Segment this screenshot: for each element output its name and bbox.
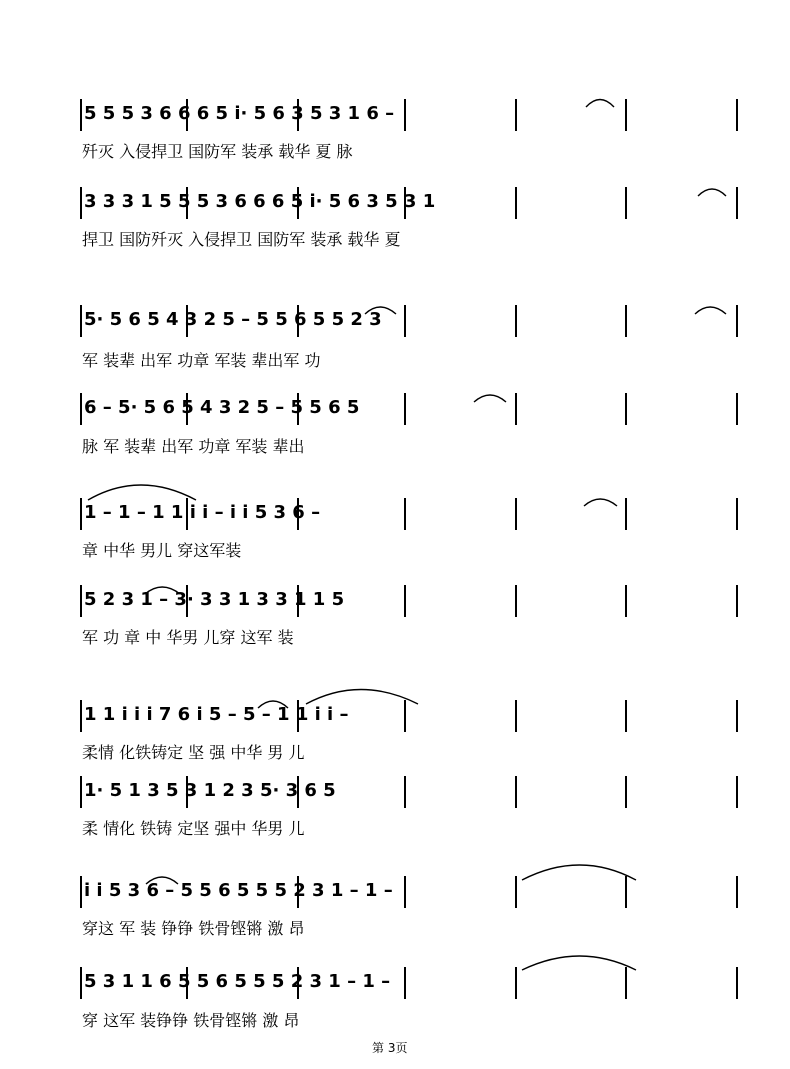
notation-line: 5 3 1 1 6 5 5 6 5 5 5 2 3 1 – 1 – <box>84 971 391 992</box>
lyric-line: 捍卫 国防歼灭 入侵捍卫 国防军 装承 载华 夏 <box>82 230 401 249</box>
lyric-line: 穿这 军 装 铮铮 铁骨铿锵 激 昂 <box>82 919 305 938</box>
lyric-line: 穿 这军 装铮铮 铁骨铿锵 激 昂 <box>82 1011 300 1030</box>
slur <box>698 189 726 196</box>
lyric-line: 歼灭 入侵捍卫 国防军 装承 载华 夏 脉 <box>82 142 353 161</box>
notation-line: 5 5 5 3 6 6 6 5 i· 5 6 3 5 3 1 6 – <box>84 103 395 124</box>
slur <box>584 499 617 506</box>
lyric-line: 章 中华 男儿 穿这军装 <box>82 541 242 560</box>
notation-line: 1 1 i i i 7 6 i 5 – 5 – 1 1 i i – <box>84 704 349 725</box>
notation-line: 6 – 5· 5 6 5 4 3 2 5 – 5 5 6 5 <box>84 397 360 418</box>
page-number: 第 3页 <box>372 1041 408 1055</box>
lyric-line: 脉 军 装辈 出军 功章 军装 辈出 <box>82 437 305 456</box>
lyric-line: 军 装辈 出军 功章 军装 辈出军 功 <box>82 351 321 370</box>
lyric-line: 柔 情化 铁铸 定坚 强中 华男 儿 <box>82 819 305 838</box>
slur <box>88 485 196 500</box>
notation-line: 5 2 3 1 – 3· 3 3 1 3 3 1 1 5 <box>84 589 345 610</box>
notation-line: i i 5 3 6 – 5 5 6 5 5 5 2 3 1 – 1 – <box>84 880 393 901</box>
notation-line: 1· 5 1 3 5 3 1 2 3 5· 3 6 5 <box>84 780 336 801</box>
slur <box>306 690 418 705</box>
notation-line: 1 – 1 – 1 1 i i – i i 5 3 6 – <box>84 502 321 523</box>
slur <box>522 865 636 880</box>
notation-line: 3 3 3 1 5 5 5 3 6 6 6 5 i· 5 6 3 5 3 1 <box>84 191 436 212</box>
slur <box>522 956 636 970</box>
lyric-line: 柔情 化铁铸定 坚 强 中华 男 儿 <box>82 743 305 762</box>
slur <box>695 307 726 314</box>
slur <box>474 395 506 402</box>
lyric-line: 军 功 章 中 华男 儿穿 这军 装 <box>82 628 294 647</box>
slur <box>586 100 614 108</box>
notation-line: 5· 5 6 5 4 3 2 5 – 5 5 6 5 5 2 3 <box>84 309 382 330</box>
